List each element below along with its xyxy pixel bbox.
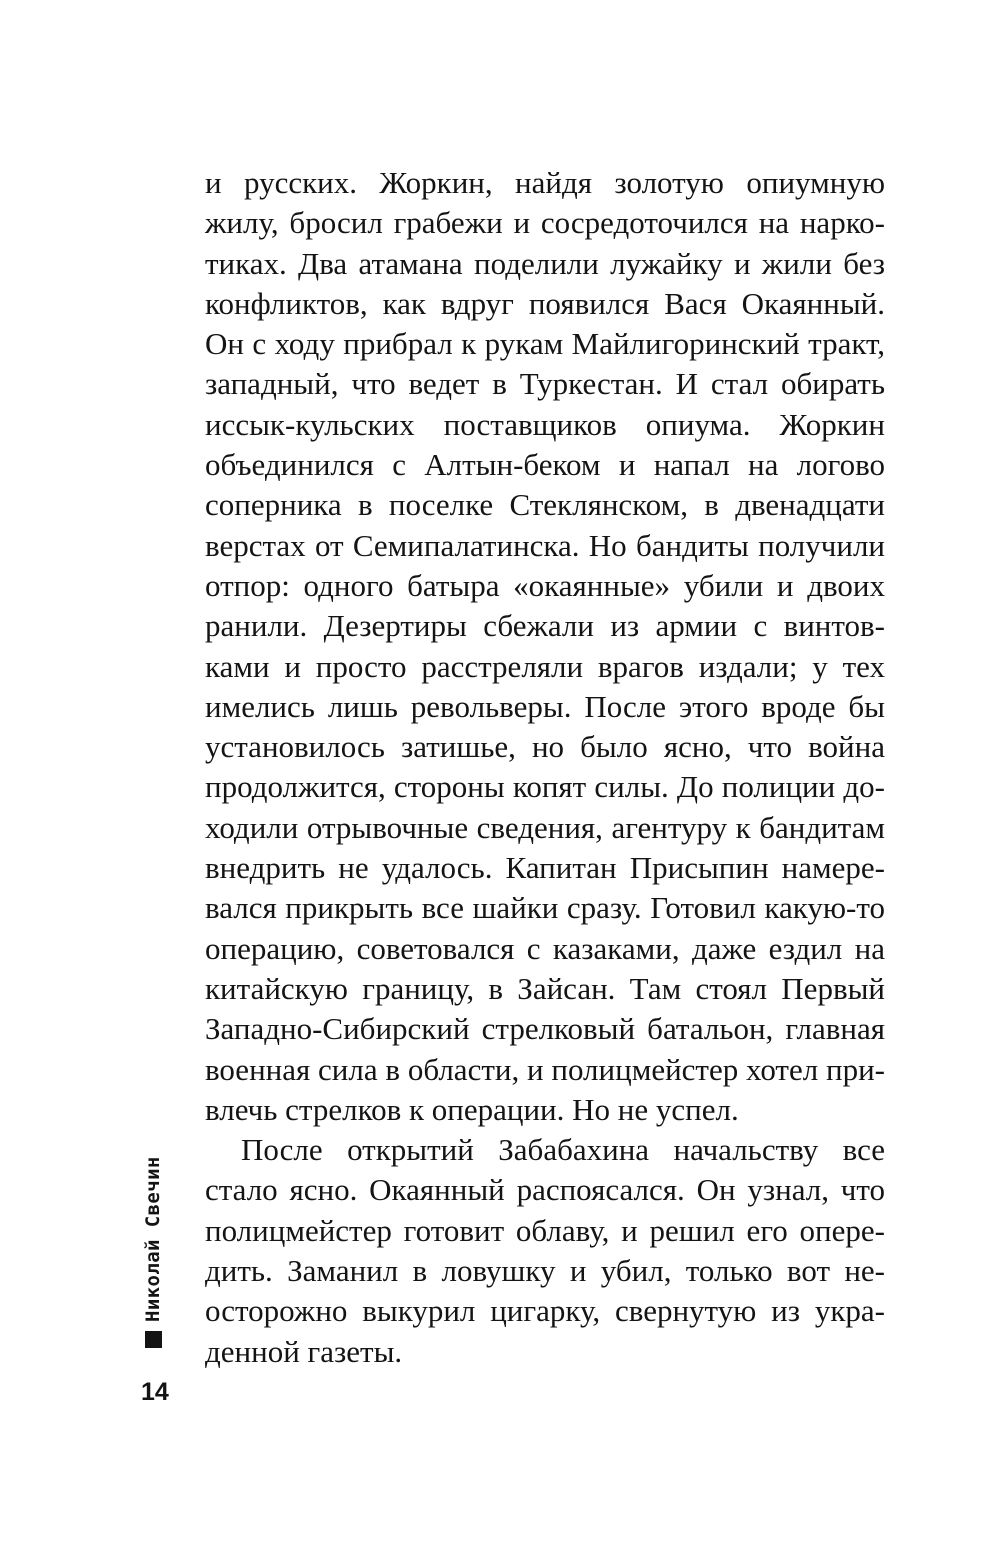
text-line: верстах от Семипалатинска. Но бандиты получили [205,527,885,563]
text-line: иссык-кульских поставщиков опиума. Жоркин [205,406,885,442]
text-line: дить. Заманил в ловушку и убил, только вот не- [205,1253,885,1289]
text-line: полицмейстер готовит облаву, и решил его опере- [205,1212,885,1248]
text-line: Западно-Сибирский стрелковый батальон, главная [205,1011,885,1047]
text-line: После открытий Забабахина начальству все [241,1132,885,1168]
text-line: западный, что ведет в Туркестан. И стал обирать [205,366,885,402]
text-line: и русских. Жоркин, найдя золотую опиумную [205,165,885,200]
text-line: отпор: одного батыра «окаянные» убили и двоих [205,567,885,603]
paragraph [205,163,885,1130]
paragraph [205,1130,885,1372]
text-line: тиках. Два атамана поделили лужайку и жили без [205,245,885,281]
text-line: жилу, бросил грабежи и сосредоточился на нарко- [205,205,885,241]
page-number: 14 [141,1378,169,1406]
text-line: влечь стрелков к операции. Но не успел. [205,1091,739,1127]
text-line: ками и просто расстреляли врагов издали; у тех [205,648,885,684]
text-line: денной газеты. [205,1333,403,1369]
text-line: осторожно выкурил цигарку, свернутую из укра- [205,1293,885,1329]
square-marker-icon [145,1331,162,1348]
text-line: военная сила в области, и полицмейстер хотел при- [205,1051,885,1087]
body-text [205,163,885,1372]
author-name: Николай Свечин [142,1156,164,1322]
text-line: Он с ходу прибрал к рукам Майлигоринский тракт, [205,326,885,362]
running-head [142,1156,164,1348]
text-line: операцию, советовался с казаками, даже ездил на [205,930,885,966]
text-line: вался прикрыть все шайки сразу. Готовил какую-то [205,890,885,926]
text-line: ходили отрывочные сведения, агентуру к бандитам [205,809,885,845]
text-line: объединился с Алтын-беком и напал на логово [205,447,885,483]
text-line: ранили. Дезертиры сбежали из армии с винтов- [205,608,885,644]
text-line: внедрить не удалось. Капитан Присыпин намере- [205,850,885,886]
text-line: установилось затишье, но было ясно, что война [205,729,885,765]
text-line: конфликтов, как вдруг появился Вася Окаянный. [205,285,885,321]
text-line: соперника в поселке Стеклянском, в двенадцати [205,487,885,523]
text-line: имелись лишь револьверы. После этого вроде бы [205,688,885,724]
text-line: продолжится, стороны копят силы. До полиции до- [205,769,885,805]
text-line: китайскую границу, в Зайсан. Там стоял Первый [205,970,885,1006]
text-line: стало ясно. Окаянный распоясался. Он узнал, что [205,1172,885,1208]
